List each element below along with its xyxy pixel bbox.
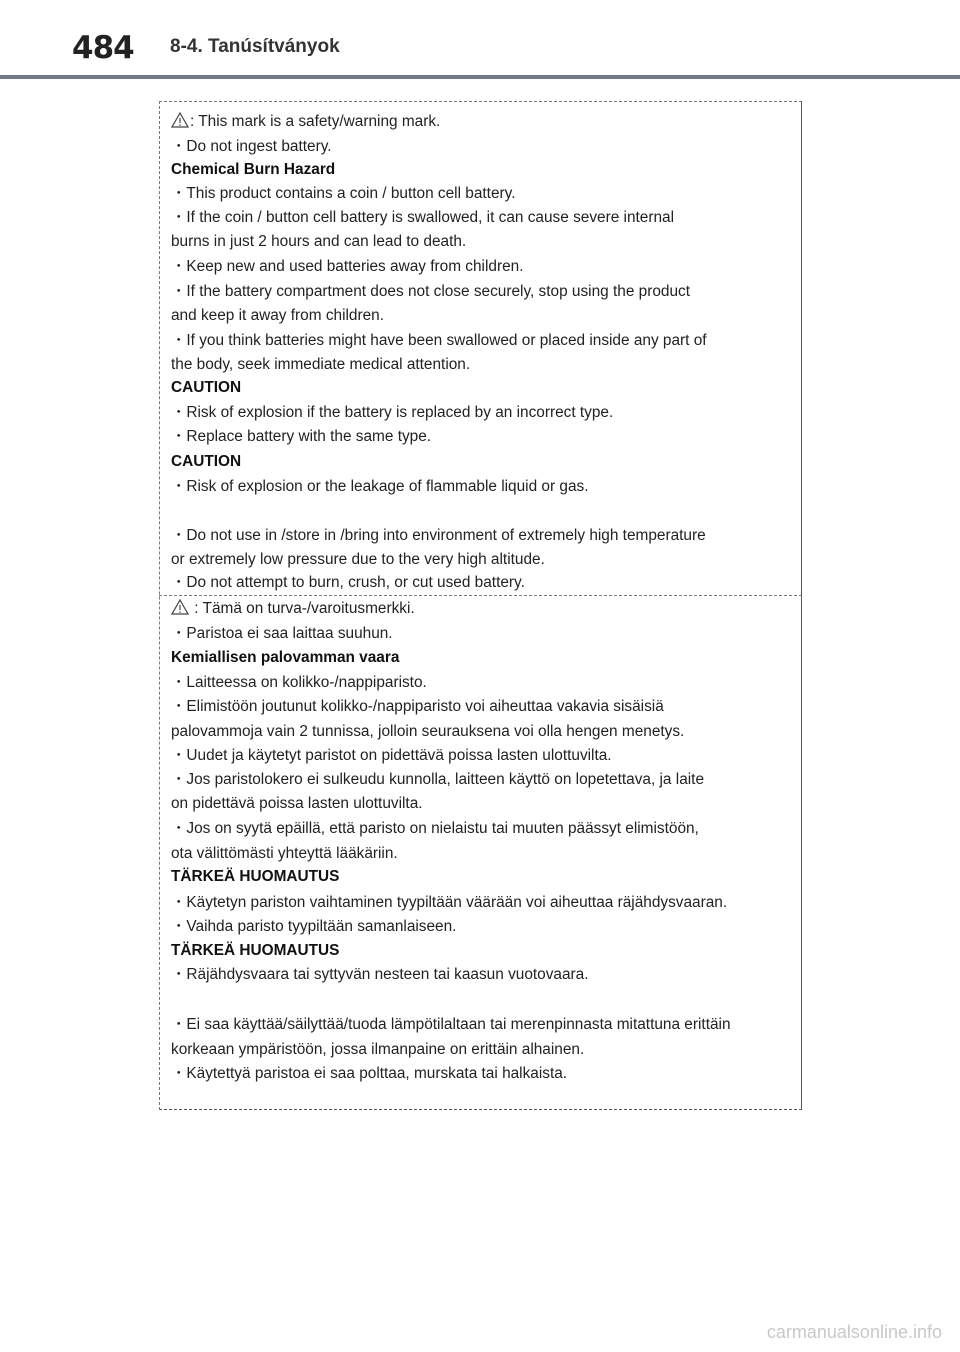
language-divider — [159, 595, 802, 596]
header-rule — [0, 75, 960, 79]
finnish-heading-chemical-burn: Kemiallisen palovamman vaara — [171, 649, 400, 666]
finnish-heading-notice-2: TÄRKEÄ HUOMAUTUS — [171, 942, 340, 959]
english-line-14: ・Replace battery with the same type. — [171, 428, 432, 445]
finnish-line-4: ・Laitteessa on kolikko-/nappiparisto. — [171, 674, 427, 691]
page-number: 484 — [72, 30, 134, 66]
box-border-right — [801, 101, 802, 1110]
finnish-line-11: ota välittömästi yhteyttä lääkäriin. — [171, 845, 398, 862]
finnish-line-5: ・Elimistöön joutunut kolikko-/nappiparisto voi aiheuttaa vakavia sisäisiä — [171, 698, 664, 715]
watermark: carmanualsonline.info — [766, 1322, 942, 1342]
finnish-line-14: ・Vaihda paristo tyypiltään samanlaiseen. — [171, 918, 457, 935]
english-line-17: ・Do not use in /store in /bring into environment of extremely high temperature — [171, 527, 706, 544]
english-line-13: ・Risk of explosion if the battery is replaced by an incorrect type. — [171, 404, 614, 421]
english-heading-caution-2: CAUTION — [171, 453, 242, 470]
finnish-warning-mark-line — [171, 599, 415, 621]
english-warning-mark-text: : This mark is a safety/warning mark. — [190, 113, 441, 130]
english-line-6: burns in just 2 hours and can lead to death. — [171, 233, 467, 250]
box-border-left — [159, 101, 160, 1110]
finnish-line-18: korkeaan ympäristöön, jossa ilmanpaine on erittäin alhainen. — [171, 1041, 585, 1058]
english-line-19: ・Do not attempt to burn, crush, or cut used battery. — [171, 574, 525, 591]
page-header — [0, 0, 960, 80]
english-line-11: the body, seek immediate medical attention. — [171, 356, 471, 373]
finnish-line-8: ・Jos paristolokero ei sulkeudu kunnolla, laitteen käyttö on lopetettava, ja laite — [171, 771, 705, 788]
english-line-5: ・If the coin / button cell battery is swallowed, it can cause severe internal — [171, 209, 675, 226]
finnish-line-19: ・Käytettyä paristoa ei saa polttaa, murskata tai halkaista. — [171, 1065, 568, 1082]
english-line-9: and keep it away from children. — [171, 307, 385, 324]
finnish-line-10: ・Jos on syytä epäillä, että paristo on nielaistu tai muuten päässyt elimistöön, — [171, 820, 699, 837]
english-line-7: ・Keep new and used batteries away from children. — [171, 258, 524, 275]
english-line-16: ・Risk of explosion or the leakage of flammable liquid or gas. — [171, 478, 589, 495]
section-title: 8-4. Tanúsítványok — [170, 36, 340, 57]
finnish-line-7: ・Uudet ja käytetyt paristot on pidettävä poissa lasten ulottuvilta. — [171, 747, 612, 764]
english-line-10: ・If you think batteries might have been swallowed or placed inside any part of — [171, 332, 707, 349]
warning-triangle-icon — [171, 112, 189, 134]
english-line-2: ・Do not ingest battery. — [171, 138, 332, 155]
finnish-warning-mark-text: : Tämä on turva-/varoitusmerkki. — [190, 600, 415, 617]
box-border-bottom — [159, 1109, 802, 1110]
battery-warning-box — [159, 101, 802, 1110]
english-line-4: ・This product contains a coin / button cell battery. — [171, 185, 516, 202]
finnish-line-13: ・Käytetyn pariston vaihtaminen tyypiltään väärään voi aiheuttaa räjähdysvaaran. — [171, 894, 728, 911]
english-line-18: or extremely low pressure due to the very high altitude. — [171, 551, 545, 568]
finnish-line-2: ・Paristoa ei saa laittaa suuhun. — [171, 625, 393, 642]
warning-triangle-icon — [171, 599, 189, 621]
finnish-line-9: on pidettävä poissa lasten ulottuvilta. — [171, 795, 423, 812]
english-warning-mark-line — [171, 112, 440, 134]
finnish-line-6: palovammoja vain 2 tunnissa, jolloin seurauksena voi olla hengen menetys. — [171, 723, 685, 740]
finnish-heading-notice-1: TÄRKEÄ HUOMAUTUS — [171, 868, 340, 885]
english-heading-caution-1: CAUTION — [171, 379, 242, 396]
english-line-8: ・If the battery compartment does not close securely, stop using the product — [171, 283, 690, 300]
finnish-line-17: ・Ei saa käyttää/säilyttää/tuoda lämpötilaltaan tai merenpinnasta mitattuna erittäin — [171, 1016, 731, 1033]
finnish-line-16: ・Räjähdysvaara tai syttyvän nesteen tai kaasun vuotovaara. — [171, 966, 589, 983]
box-border-top — [159, 101, 802, 102]
english-heading-chemical-burn: Chemical Burn Hazard — [171, 161, 336, 178]
